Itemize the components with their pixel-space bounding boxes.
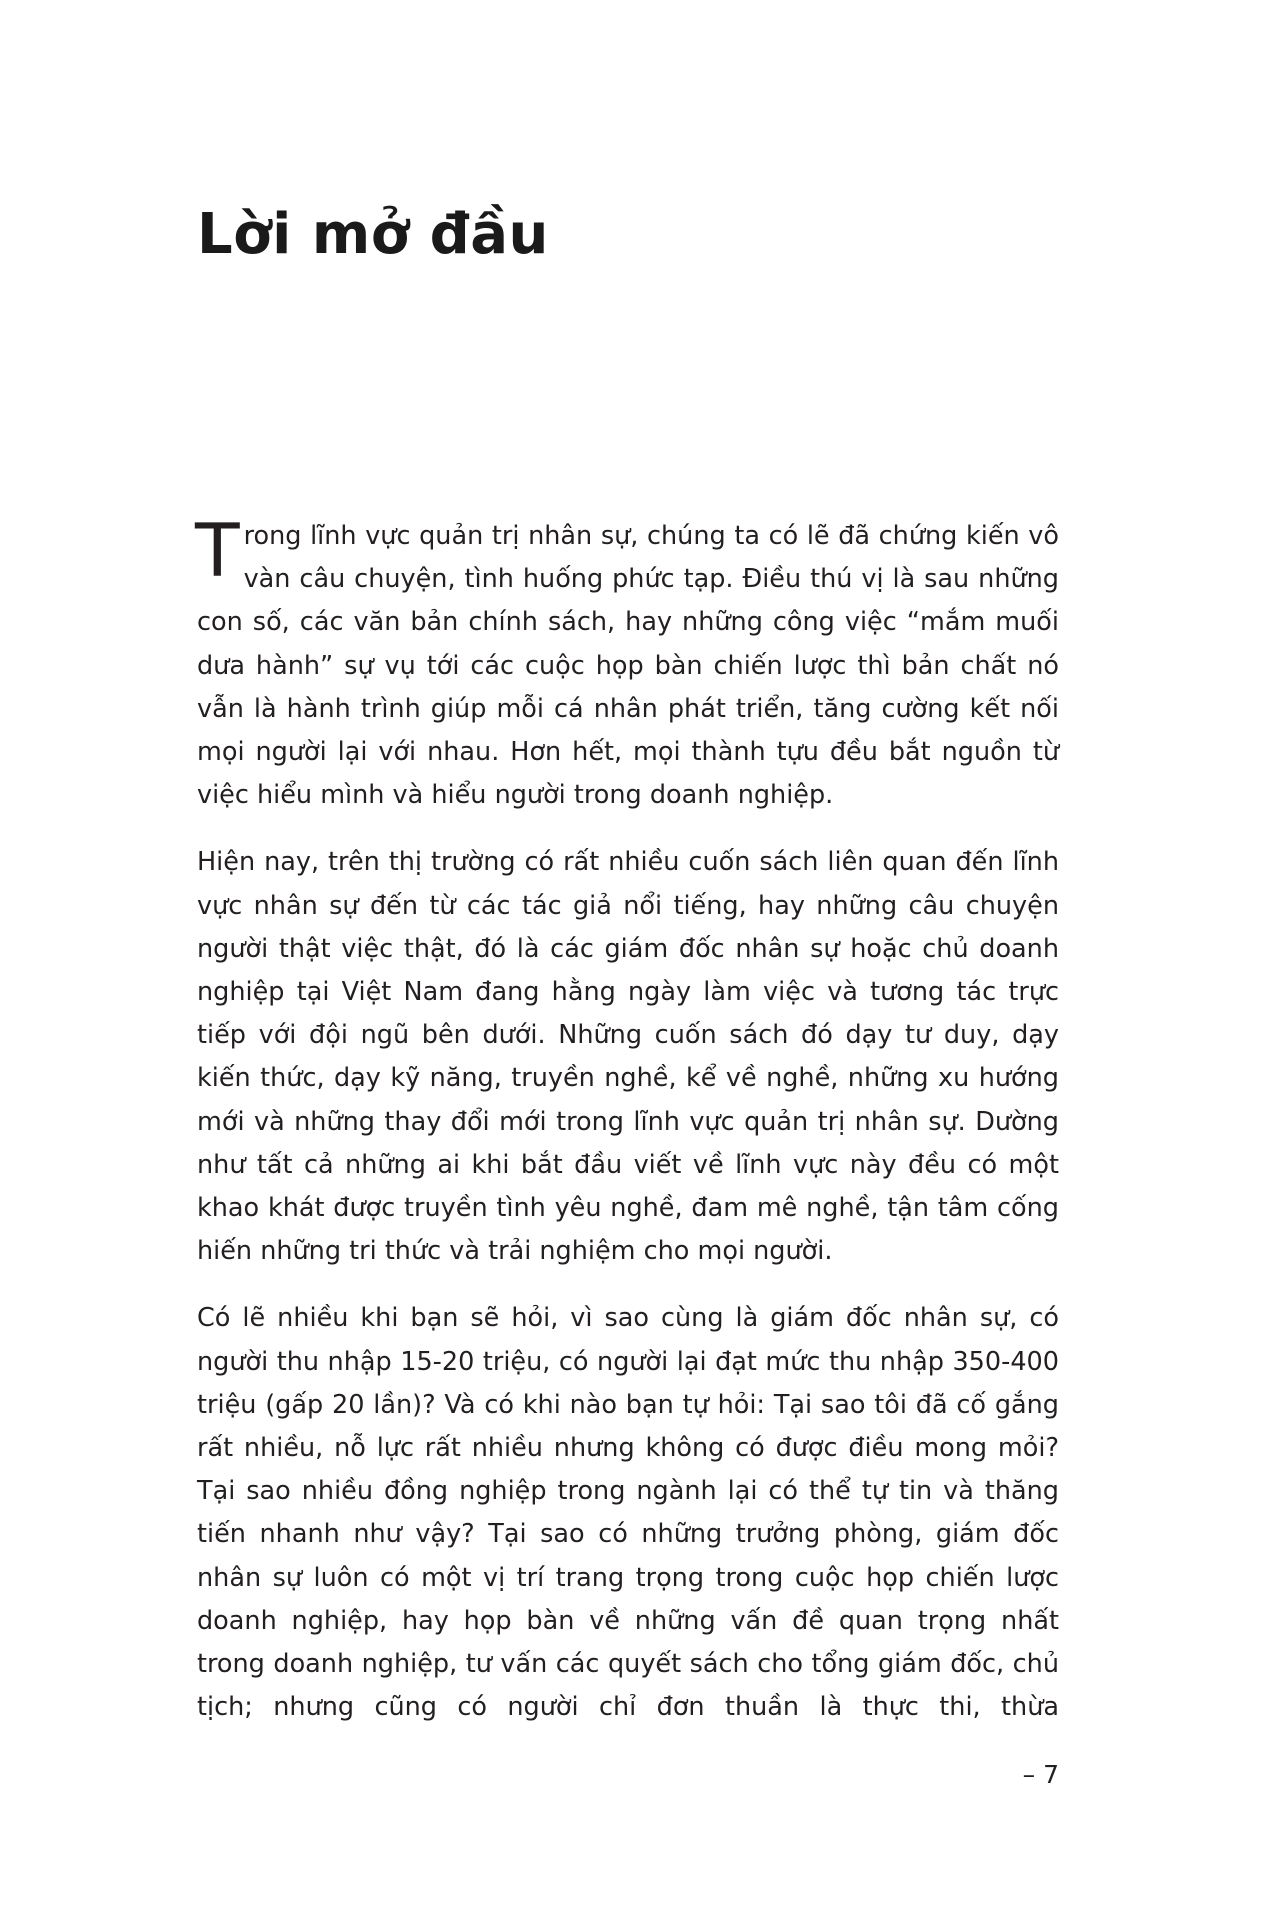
page-number: – 7	[1022, 1760, 1059, 1789]
drop-cap: T	[195, 509, 240, 594]
body-text	[195, 509, 1059, 1753]
paragraph-3: Có lẽ nhiều khi bạn sẽ hỏi, vì sao cùng là giám đốc nhân sự, có người thu nhập 15-20 triệu, có người lại đạt mức thu nhập 350-400 triệu (gấp 20 lần)? Và có khi nào bạn tự hỏi: Tại sao tôi đã cố gắng rất nhiều, nỗ lực rất nhiều nhưng không có được điều mong mỏi? Tại sao nhiều đồng nghiệp trong ngành lại có thể tự tin và thăng tiến nhanh như vậy? Tại sao có những trưởng phòng, giám đốc nhân sự luôn có một vị trí trang trọng trong cuộc họp chiến lược doanh nghiệp, hay họp bàn về những vấn đề quan trọng nhất trong doanh nghiệp, tư vấn các quyết sách cho tổng giám đốc, chủ tịch; nhưng cũng có người chỉ đơn thuần là thực thi, thừa	[197, 1303, 1059, 1723]
paragraph-2: Hiện nay, trên thị trường có rất nhiều cuốn sách liên quan đến lĩnh vực nhân sự đến từ các tác giả nổi tiếng, hay những câu chuyện người thật việc thật, đó là các giám đốc nhân sự hoặc chủ doanh nghiệp tại Việt Nam đang hằng ngày làm việc và tương tác trực tiếp với đội ngũ bên dưới. Những cuốn sách đó dạy tư duy, dạy kiến thức, dạy kỹ năng, truyền nghề, kể về nghề, những xu hướng mới và những thay đổi mới trong lĩnh vực quản trị nhân sự. Dường như tất cả những ai khi bắt đầu viết về lĩnh vực này đều có một khao khát được truyền tình yêu nghề, đam mê nghề, tận tâm cống hiến những tri thức và trải nghiệm cho mọi người.	[197, 847, 1059, 1267]
paragraph-1	[195, 509, 1059, 817]
chapter-title: Lời mở đầu	[197, 202, 549, 267]
paragraph-1-text: rong lĩnh vực quản trị nhân sự, chúng ta có lẽ đã chứng kiến vô vàn câu chuyện, tình huống phức tạp. Điều thú vị là sau những con số, các văn bản chính sách, hay những công việc “mắm muối dưa hành” sự vụ tới các cuộc họp bàn chiến lược thì bản chất nó vẫn là hành trình giúp mỗi cá nhân phát triển, tăng cường kết nối mọi người lại với nhau. Hơn hết, mọi thành tựu đều bắt nguồn từ việc hiểu mình và hiểu người trong doanh nghiệp.	[197, 521, 1059, 811]
